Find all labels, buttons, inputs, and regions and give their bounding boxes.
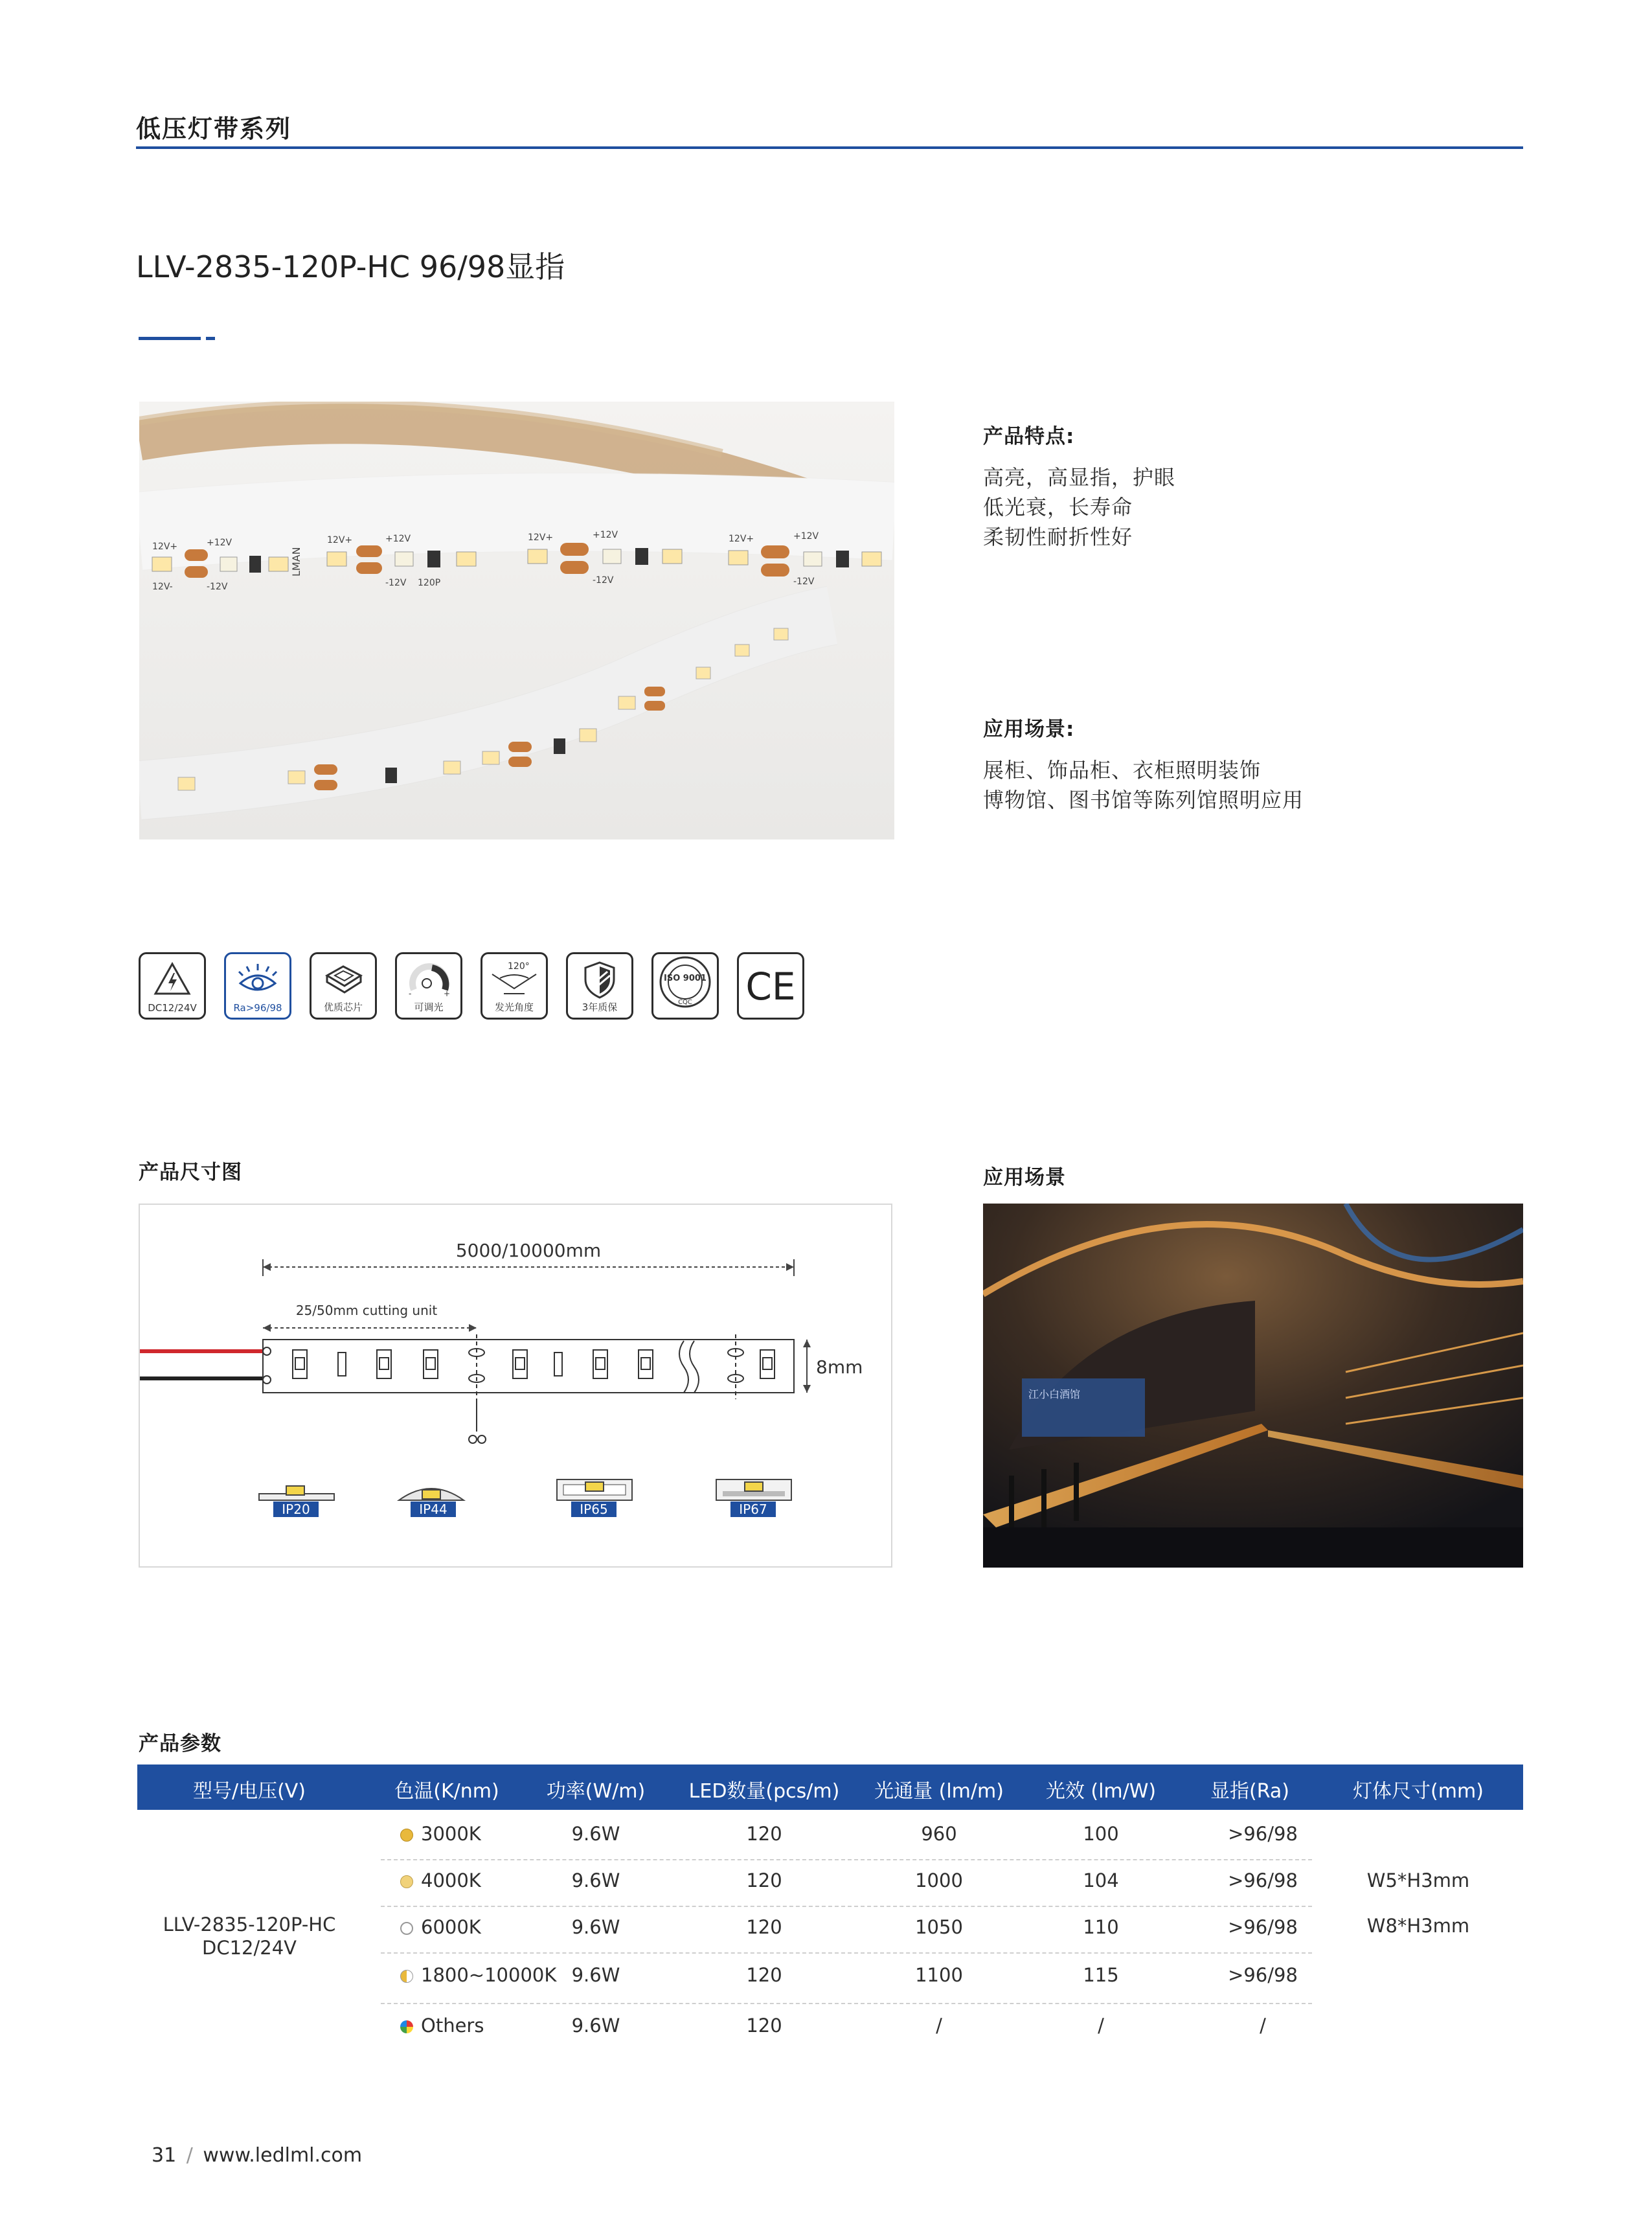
application-line: 展柜、饰品柜、衣柜照明装饰 xyxy=(983,758,1262,782)
color-dot-icon xyxy=(400,1970,413,1983)
svg-text:-12V: -12V xyxy=(385,578,407,588)
svg-text:12V-: 12V- xyxy=(152,582,173,592)
flux-cell: 1050 xyxy=(915,1916,963,1938)
column-header: 型号/电压(V) xyxy=(192,1780,306,1803)
cct-cell: 6000K xyxy=(400,1916,481,1938)
cert-label: 发光角度 xyxy=(494,1001,534,1013)
svg-text:+12V: +12V xyxy=(593,530,618,540)
flux-cell: 960 xyxy=(921,1823,957,1845)
cri-cell: >96/98 xyxy=(1228,1869,1298,1891)
svg-text:+12V: +12V xyxy=(385,534,411,544)
leds-cell: 120 xyxy=(746,1916,782,1938)
color-dot-icon xyxy=(400,2020,413,2033)
svg-text:-12V: -12V xyxy=(207,582,228,592)
leds-cell: 120 xyxy=(746,1823,782,1845)
row-divider xyxy=(381,1952,1312,1954)
footer-separator: / xyxy=(186,2144,193,2167)
column-header: 光效 (lm/W) xyxy=(1045,1780,1157,1803)
svg-text:CE: CE xyxy=(745,965,796,1007)
feature-line: 低光衰，长寿命 xyxy=(983,495,1133,520)
svg-text:IP67: IP67 xyxy=(739,1502,767,1517)
flux-cell: / xyxy=(936,2015,942,2037)
dimension-drawing xyxy=(139,1204,892,1568)
product-title: LLV-2835-120P-HC 96/98显指 xyxy=(136,249,565,284)
cert-cri xyxy=(224,952,291,1020)
svg-text:5000/10000mm: 5000/10000mm xyxy=(455,1240,602,1261)
product-photo xyxy=(139,402,894,839)
column-header: 光通量 (lm/m) xyxy=(874,1780,1004,1803)
svg-text:-12V: -12V xyxy=(593,575,614,586)
features-list xyxy=(983,463,1175,552)
table-row xyxy=(0,1869,1652,1895)
cert-label: Ra>96/98 xyxy=(233,1002,282,1014)
cert-label: DC12/24V xyxy=(148,1002,197,1014)
cri-cell: >96/98 xyxy=(1228,1964,1298,1986)
leds-cell: 120 xyxy=(746,1869,782,1891)
shield-icon xyxy=(568,959,631,999)
cct-cell: 4000K xyxy=(400,1869,481,1891)
svg-text:12V+: 12V+ xyxy=(528,532,554,543)
eye-icon xyxy=(226,959,289,999)
power-cell: 9.6W xyxy=(571,1916,620,1938)
svg-text:12V+: 12V+ xyxy=(729,534,754,544)
svg-text:LMAN: LMAN xyxy=(290,547,302,577)
dimension-heading: 产品尺寸图 xyxy=(139,1161,242,1184)
table-row xyxy=(0,1823,1652,1849)
efficacy-cell: / xyxy=(1098,2015,1104,2037)
footer xyxy=(152,2144,362,2167)
cert-warranty xyxy=(566,952,633,1020)
color-dot-icon xyxy=(400,1829,413,1842)
cert-chip xyxy=(310,952,377,1020)
svg-text:+12V: +12V xyxy=(793,531,819,542)
application-line: 博物馆、图书馆等陈列馆照明应用 xyxy=(983,788,1304,812)
table-row xyxy=(0,1964,1652,1990)
row-divider xyxy=(381,1906,1312,1907)
applications-heading: 应用场景: xyxy=(983,718,1075,741)
svg-text:-12V: -12V xyxy=(793,577,815,587)
cri-cell: / xyxy=(1260,2015,1266,2037)
svg-text:+: + xyxy=(444,989,451,998)
svg-text:IP65: IP65 xyxy=(580,1502,608,1517)
applications-list xyxy=(983,755,1304,815)
cct-cell: Others xyxy=(400,2015,484,2037)
model-cell: LLV-2835-120P-HC xyxy=(163,1913,336,1936)
cri-cell: >96/98 xyxy=(1228,1916,1298,1938)
cct-cell: 1800~10000K xyxy=(400,1964,556,1986)
cert-iso xyxy=(651,952,719,1020)
voltage-warning-icon xyxy=(141,959,204,999)
svg-text:+12V: +12V xyxy=(207,538,232,548)
power-cell: 9.6W xyxy=(571,2015,620,2037)
efficacy-cell: 110 xyxy=(1083,1916,1119,1938)
row-divider xyxy=(381,2003,1312,2004)
params-heading: 产品参数 xyxy=(139,1732,221,1755)
table-row xyxy=(0,1916,1652,1942)
column-header: 功率(W/m) xyxy=(546,1780,646,1803)
cri-cell: >96/98 xyxy=(1228,1823,1298,1845)
accent-bar xyxy=(139,337,201,340)
cert-label: 可调光 xyxy=(414,1001,444,1013)
cert-label: 优质芯片 xyxy=(323,1001,363,1013)
efficacy-cell: 115 xyxy=(1083,1964,1119,1986)
leds-cell: 120 xyxy=(746,2015,782,2037)
svg-text:12V+: 12V+ xyxy=(327,535,353,545)
svg-text:IP20: IP20 xyxy=(282,1502,310,1517)
column-header: 灯体尺寸(mm) xyxy=(1353,1780,1484,1803)
row-divider xyxy=(381,1859,1312,1860)
svg-text:25/50mm cutting unit: 25/50mm cutting unit xyxy=(295,1303,438,1318)
cct-cell: 3000K xyxy=(400,1823,481,1845)
power-cell: 9.6W xyxy=(571,1823,620,1845)
leds-cell: 120 xyxy=(746,1964,782,1986)
footer-url[interactable]: www.ledlml.com xyxy=(203,2144,363,2167)
series-title: 低压灯带系列 xyxy=(136,115,292,143)
color-dot-icon xyxy=(400,1875,413,1888)
svg-text:江小白酒馆: 江小白酒馆 xyxy=(1028,1388,1081,1400)
scene-heading: 应用场景 xyxy=(983,1166,1066,1189)
svg-text:120P: 120P xyxy=(418,578,441,588)
cert-dimmable xyxy=(395,952,462,1020)
cert-voltage xyxy=(139,952,206,1020)
size-cell: W5*H3mm xyxy=(1366,1869,1470,1891)
cert-angle xyxy=(481,952,548,1020)
svg-text:CQC: CQC xyxy=(678,999,692,1006)
column-header: 色温(K/nm) xyxy=(394,1780,499,1803)
beam-angle-icon xyxy=(482,959,546,999)
size-cell: W8*H3mm xyxy=(1366,1915,1470,1937)
svg-text:12V+: 12V+ xyxy=(152,542,178,552)
efficacy-cell: 104 xyxy=(1083,1869,1119,1891)
chip-icon xyxy=(311,959,375,999)
feature-line: 高亮，高显指，护眼 xyxy=(983,465,1176,490)
voltage-cell: DC12/24V xyxy=(202,1937,297,1959)
color-dot-icon xyxy=(400,1922,413,1935)
dimmer-icon xyxy=(397,959,460,999)
ce-mark-icon xyxy=(739,966,802,1006)
cert-label: 3年质保 xyxy=(582,1001,618,1013)
svg-text:-: - xyxy=(409,989,412,998)
svg-text:120°: 120° xyxy=(508,961,530,972)
power-cell: 9.6W xyxy=(571,1964,620,1986)
accent-dash xyxy=(206,337,215,340)
svg-text:IP44: IP44 xyxy=(419,1502,447,1517)
power-cell: 9.6W xyxy=(571,1869,620,1891)
column-header: LED数量(pcs/m) xyxy=(688,1780,840,1803)
features-heading: 产品特点: xyxy=(983,425,1075,448)
svg-text:8mm: 8mm xyxy=(816,1356,863,1378)
iso-badge-icon xyxy=(653,962,717,1006)
header-divider xyxy=(136,146,1523,149)
flux-cell: 1000 xyxy=(915,1869,963,1891)
feature-line: 柔韧性耐折性好 xyxy=(983,525,1133,549)
table-row xyxy=(0,2015,1652,2040)
svg-text:ISO 9001: ISO 9001 xyxy=(664,974,707,983)
flux-cell: 1100 xyxy=(915,1964,963,1986)
cert-ce xyxy=(737,952,804,1020)
efficacy-cell: 100 xyxy=(1083,1823,1119,1845)
column-header: 显指(Ra) xyxy=(1210,1780,1289,1803)
page-number: 31 xyxy=(152,2144,177,2167)
application-scene-photo xyxy=(983,1204,1523,1568)
